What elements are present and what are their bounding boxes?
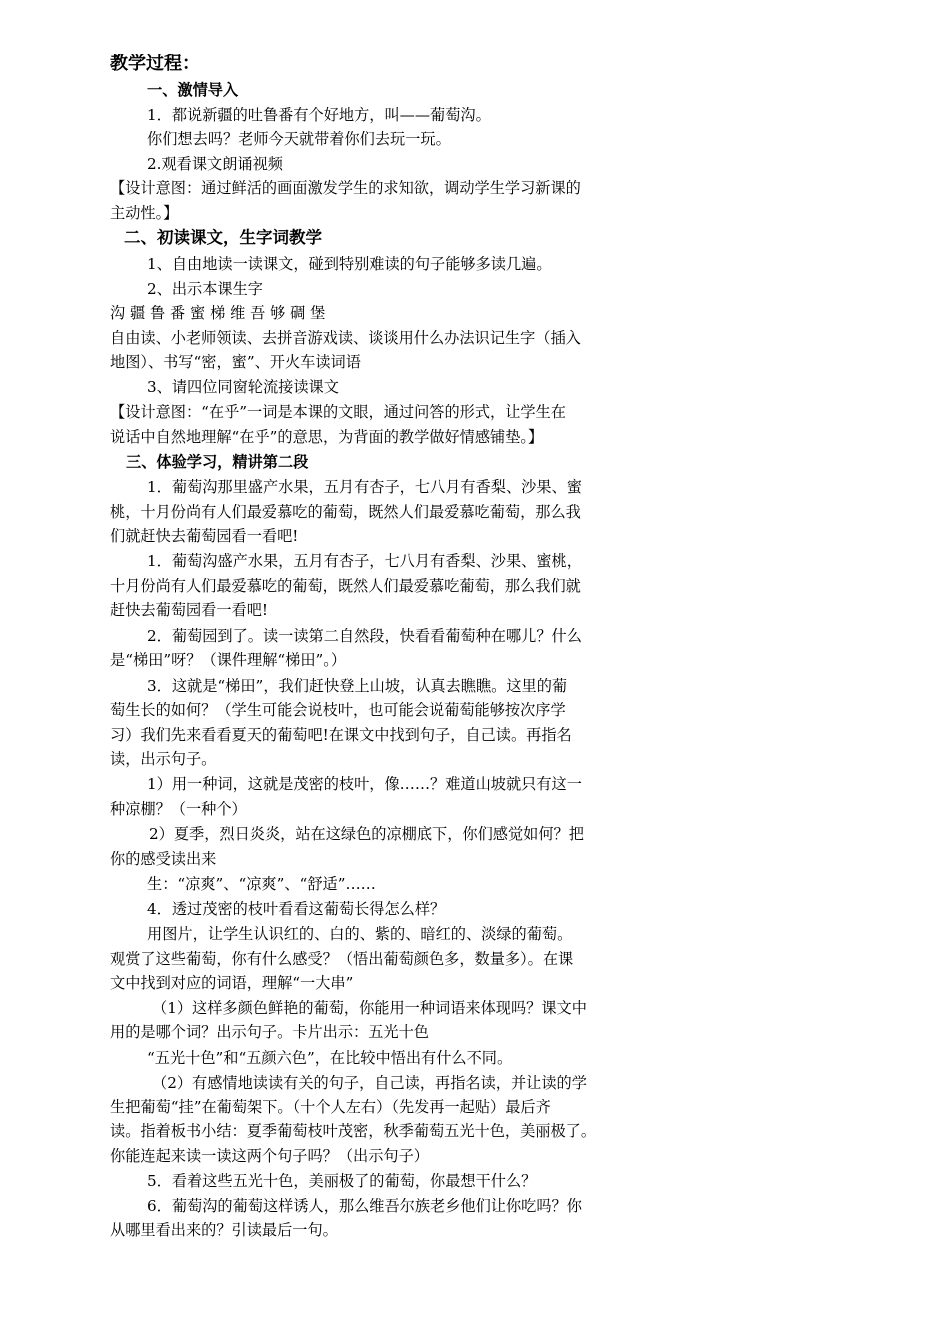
- document-line: 你们想去吗？老师今天就带着你们去玩一玩。: [147, 130, 451, 148]
- document-line: 说话中自然地理解“在乎”的意思，为背面的教学做好情感铺垫。】: [110, 428, 544, 446]
- document-line: 3、请四位同窗轮流接读课文: [147, 378, 339, 396]
- document-line: 读。指着板书小结：夏季葡萄枝叶茂密，秋季葡萄五光十色，美丽极了。: [110, 1122, 596, 1140]
- document-line: 读，出示句子。: [110, 750, 217, 768]
- document-line: 2.观看课文朗诵视频: [147, 155, 283, 173]
- document-line: 1、自由地读一读课文，碰到特别难读的句子能够多读几遍。: [147, 255, 552, 273]
- document-line: 你的感受读出来: [110, 850, 217, 868]
- document-line: 赶快去葡萄园看一看吧!: [110, 601, 268, 619]
- document-line: 1．葡萄沟盛产水果，五月有杏子，七八月有香梨、沙果、蜜桃，: [147, 552, 582, 570]
- document-line: 二、初读课文，生字词教学: [124, 228, 322, 247]
- document-line: 6．葡萄沟的葡萄这样诱人，那么维吾尔族老乡他们让你吃吗？你: [147, 1197, 582, 1215]
- document-line: 4．透过茂密的枝叶看看这葡萄长得怎么样？: [147, 900, 446, 918]
- document-line: 1）用一种词，这就是茂密的枝叶，像……？难道山坡就只有这一: [147, 775, 582, 793]
- document-line: 自由读、小老师领读、去拼音游戏读、谈谈用什么办法识记生字（插入: [110, 329, 581, 347]
- document-line: 桃，十月份尚有人们最爱慕吃的葡萄，既然人们最爱慕吃葡萄，那么我: [110, 503, 581, 521]
- document-line: 用的是哪个词？出示句子。卡片出示：五光十色: [110, 1023, 429, 1041]
- document-line: （1）这样多颜色鲜艳的葡萄，你能用一种词语来体现吗？课文中: [152, 999, 587, 1017]
- document-line: 5．看着这些五光十色，美丽极了的葡萄，你最想干什么？: [147, 1172, 537, 1190]
- document-line: 主动性。】: [110, 204, 179, 222]
- document-line: 三、体验学习，精讲第二段: [126, 453, 309, 471]
- document-line: 2．葡萄园到了。读一读第二自然段，快看看葡萄种在哪儿？什么: [147, 627, 582, 645]
- document-line: 用图片，让学生认识红的、白的、紫的、暗红的、淡绿的葡萄。: [147, 925, 573, 943]
- document-line: 【设计意图：“在乎”一词是本课的文眼，通过问答的形式，让学生在: [110, 403, 566, 421]
- document-line: 是“梯田”呀？（课件理解“梯田”。）: [110, 651, 347, 669]
- document-line: 十月份尚有人们最爱慕吃的葡萄，既然人们最爱慕吃葡萄，那么我们就: [110, 577, 581, 595]
- document-line: 萄生长的如何？（学生可能会说枝叶，也可能会说葡萄能够按次序学: [110, 701, 566, 719]
- document-line: 从哪里看出来的？引读最后一句。: [110, 1221, 338, 1239]
- document-line: （2）有感情地读读有关的句子，自己读，再指名读，并让读的学: [152, 1074, 587, 1092]
- document-line: 一、激情导入: [147, 81, 239, 99]
- document-line: 习）我们先来看看夏天的葡萄吧!在课文中找到句子，自己读。再指名: [110, 726, 572, 744]
- document-line: 文中找到对应的词语，理解“一大串”: [110, 974, 354, 992]
- document-line: 【设计意图：通过鲜活的画面激发学生的求知欲，调动学生学习新课的: [110, 179, 581, 197]
- document-line: 1．都说新疆的吐鲁番有个好地方，叫——葡萄沟。: [147, 106, 491, 124]
- document-line: 2、出示本课生字: [147, 280, 263, 298]
- document-line: 们就赶快去葡萄园看一看吧!: [110, 527, 299, 545]
- document-line: 种凉棚？（一种个）: [110, 800, 247, 818]
- document-line: 地图）、书写“密，蜜”、开火车读词语: [110, 353, 361, 371]
- document-line: 2）夏季，烈日炎炎，站在这绿色的凉棚底下，你们感觉如何？把: [149, 825, 584, 843]
- document-line: 观赏了这些葡萄，你有什么感受？（悟出葡萄颜色多，数量多）。在课: [110, 950, 574, 968]
- document-line: 教学过程：: [110, 54, 200, 74]
- document-line: “五光十色”和“五颜六色”，在比较中悟出有什么不同。: [147, 1049, 513, 1067]
- document-line: 生：“凉爽”、“凉爽”、“舒适”……: [147, 875, 376, 893]
- document-line: 你能连起来读一读这两个句子吗？（出示句子）: [110, 1147, 429, 1165]
- document-line: 1．葡萄沟那里盛产水果，五月有杏子，七八月有香梨、沙果、蜜: [147, 478, 582, 496]
- document-line: 3．这就是“梯田”，我们赶快登上山坡，认真去瞧瞧。这里的葡: [147, 677, 568, 695]
- document-line: 沟 疆 鲁 番 蜜 梯 维 吾 够 碉 堡: [110, 304, 326, 322]
- document-line: 生把葡萄“挂”在葡萄架下。（十个人左右）（先发再一起贴）最后齐: [110, 1098, 551, 1116]
